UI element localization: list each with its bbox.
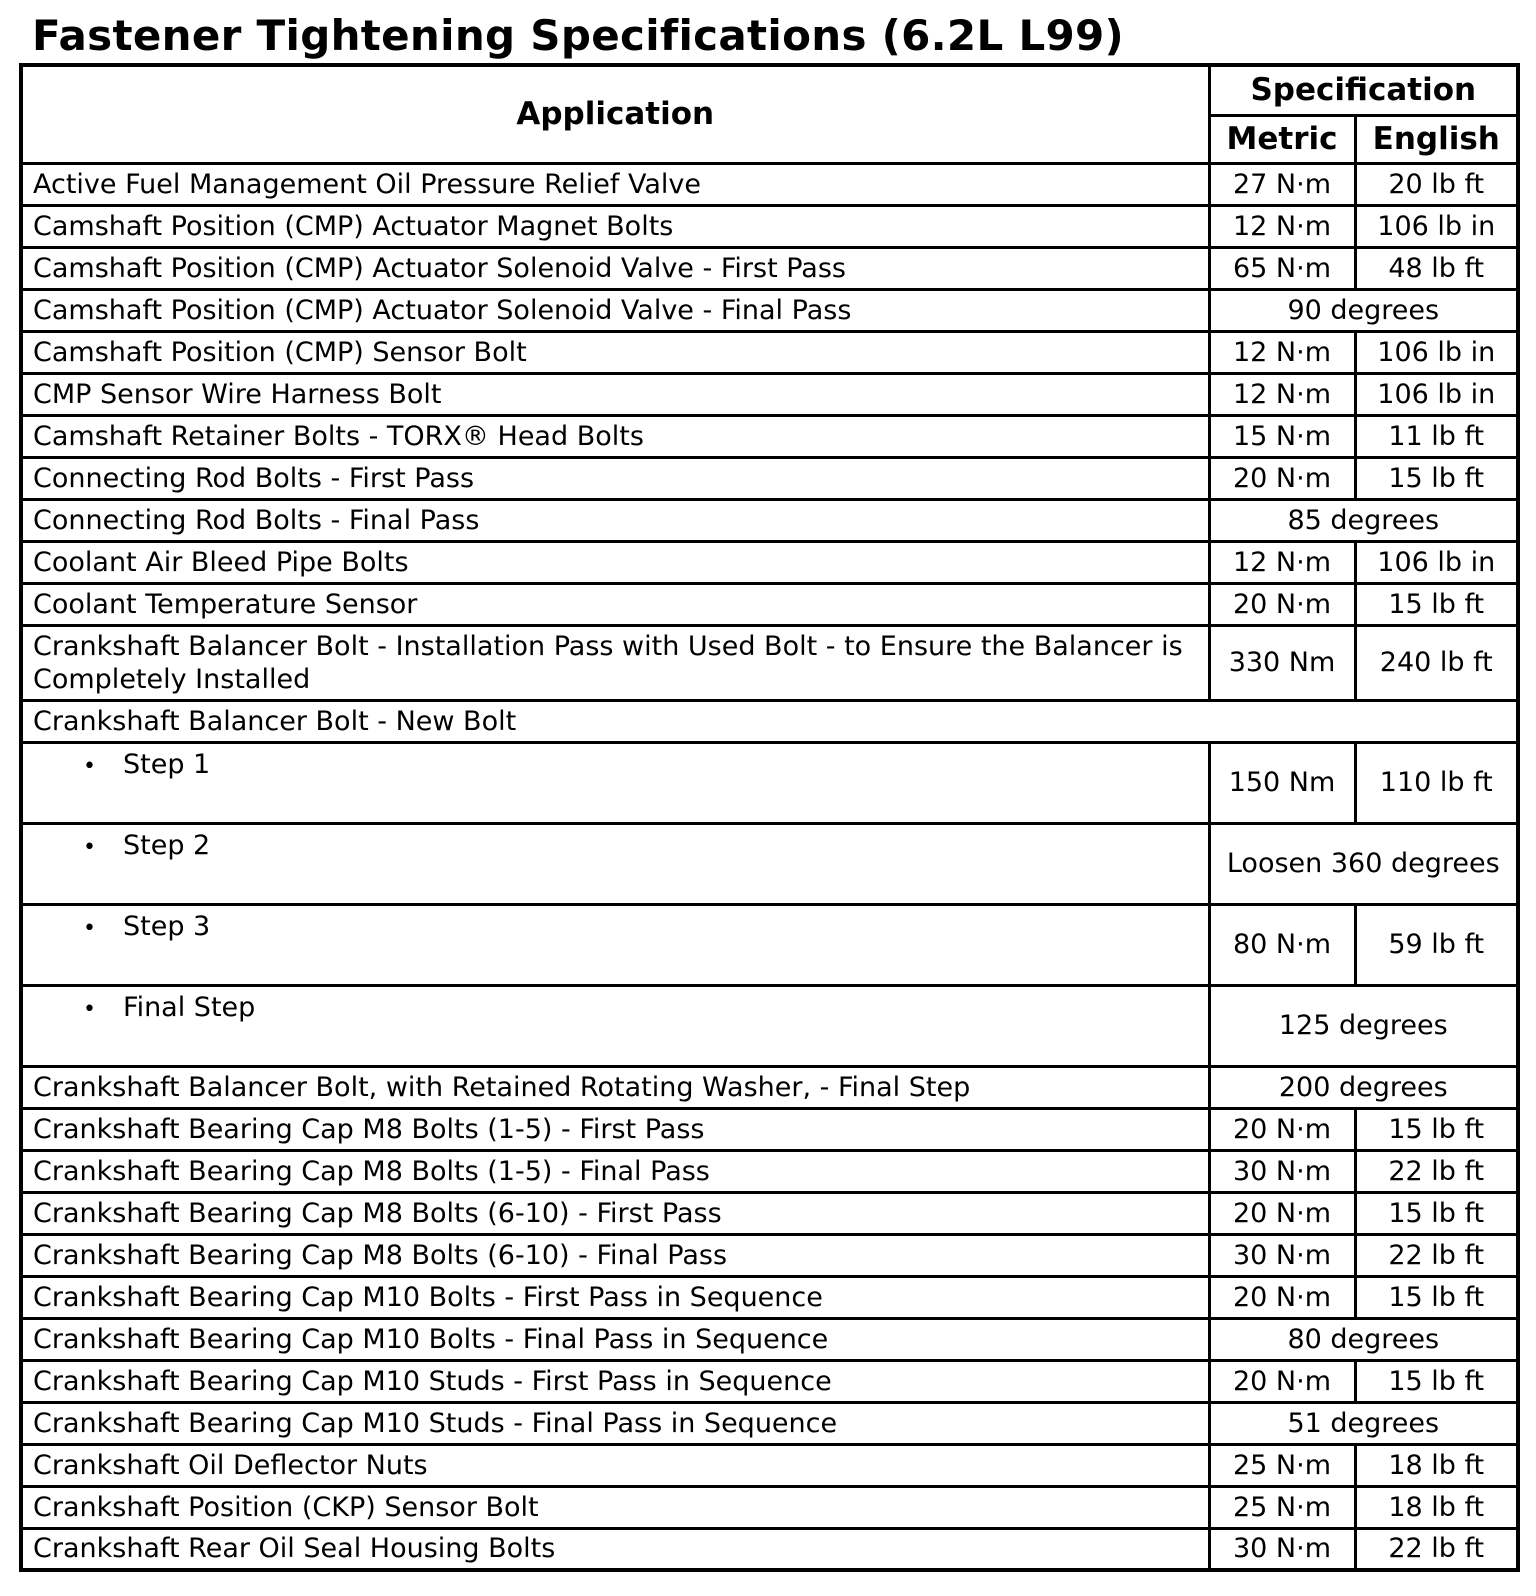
application-cell [21,742,1209,823]
table-row [21,583,1518,625]
table-row [21,1150,1518,1192]
table-row [21,163,1518,205]
table-row [21,1486,1518,1528]
metric-cell: 25 N·m [1209,1486,1355,1528]
application-cell: Active Fuel Management Oil Pressure Relief Valve [21,163,1209,205]
table-row [21,1276,1518,1318]
metric-cell: 20 N·m [1209,583,1355,625]
english-cell: 106 lb in [1355,373,1518,415]
application-cell: Connecting Rod Bolts - First Pass [21,457,1209,499]
table-row [21,700,1518,742]
english-cell: 15 lb ft [1355,1108,1518,1150]
application-cell: Crankshaft Bearing Cap M10 Bolts - First Pass in Sequence [21,1276,1209,1318]
metric-cell: 20 N·m [1209,457,1355,499]
metric-cell: 30 N·m [1209,1234,1355,1276]
spec-cell: 90 degrees [1209,289,1518,331]
step-label: Step 2 [123,829,211,861]
application-cell: Crankshaft Bearing Cap M10 Bolts - Final Pass in Sequence [21,1318,1209,1360]
table-row [21,1444,1518,1486]
metric-cell: 25 N·m [1209,1444,1355,1486]
metric-cell: 20 N·m [1209,1192,1355,1234]
english-cell: 106 lb in [1355,331,1518,373]
application-cell: Crankshaft Position (CKP) Sensor Bolt [21,1486,1209,1528]
table-row [21,205,1518,247]
application-cell: Connecting Rod Bolts - Final Pass [21,499,1209,541]
metric-cell: 150 Nm [1209,742,1355,823]
table-row [21,373,1518,415]
english-cell: 15 lb ft [1355,1276,1518,1318]
application-cell [21,904,1209,985]
spec-table [19,63,1520,1572]
table-row [21,289,1518,331]
bullet-icon: • [83,996,96,1022]
table-row [21,1066,1518,1108]
metric-cell: 80 N·m [1209,904,1355,985]
step-label: Step 1 [123,748,211,780]
metric-header: Metric [1209,116,1355,163]
metric-cell: 12 N·m [1209,205,1355,247]
spec-cell: 85 degrees [1209,499,1518,541]
table-row [21,904,1518,985]
page-title: Fastener Tightening Specifications (6.2L L99) [32,11,1125,60]
table-row [21,541,1518,583]
spec-cell: 51 degrees [1209,1402,1518,1444]
bullet-icon: • [83,753,96,779]
metric-cell: 330 Nm [1209,625,1355,700]
table-row [21,1360,1518,1402]
metric-cell: 15 N·m [1209,415,1355,457]
metric-cell: 65 N·m [1209,247,1355,289]
application-cell: CMP Sensor Wire Harness Bolt [21,373,1209,415]
application-cell: Crankshaft Bearing Cap M8 Bolts (6-10) - Final Pass [21,1234,1209,1276]
application-cell: Coolant Air Bleed Pipe Bolts [21,541,1209,583]
table-row [21,1192,1518,1234]
table-row [21,625,1518,700]
bullet-icon: • [83,834,96,860]
spec-cell: 200 degrees [1209,1066,1518,1108]
bullet-icon: • [83,915,96,941]
table-row [21,1402,1518,1444]
application-cell [21,985,1209,1066]
english-cell: 18 lb ft [1355,1486,1518,1528]
step-label: Final Step [123,991,256,1023]
application-cell: Coolant Temperature Sensor [21,583,1209,625]
english-header: English [1355,116,1518,163]
spec-cell: 80 degrees [1209,1318,1518,1360]
english-cell: 18 lb ft [1355,1444,1518,1486]
application-cell: Crankshaft Bearing Cap M8 Bolts (6-10) - First Pass [21,1192,1209,1234]
table-row [21,415,1518,457]
english-cell: 106 lb in [1355,541,1518,583]
table-row [21,331,1518,373]
english-cell: 20 lb ft [1355,163,1518,205]
english-cell: 15 lb ft [1355,583,1518,625]
application-cell: Crankshaft Bearing Cap M10 Studs - First Pass in Sequence [21,1360,1209,1402]
application-cell: Crankshaft Bearing Cap M8 Bolts (1-5) - Final Pass [21,1150,1209,1192]
english-cell: 48 lb ft [1355,247,1518,289]
application-cell [21,823,1209,904]
metric-cell: 27 N·m [1209,163,1355,205]
english-cell: 106 lb in [1355,205,1518,247]
application-cell: Crankshaft Bearing Cap M8 Bolts (1-5) - First Pass [21,1108,1209,1150]
application-header: Application [21,65,1209,163]
table-row [21,499,1518,541]
table-row [21,1108,1518,1150]
english-cell: 11 lb ft [1355,415,1518,457]
application-cell: Camshaft Position (CMP) Actuator Solenoid Valve - Final Pass [21,289,1209,331]
metric-cell: 12 N·m [1209,541,1355,583]
application-cell: Camshaft Position (CMP) Actuator Magnet Bolts [21,205,1209,247]
metric-cell: 20 N·m [1209,1360,1355,1402]
application-cell: Camshaft Position (CMP) Actuator Solenoid Valve - First Pass [21,247,1209,289]
application-cell: Crankshaft Bearing Cap M10 Studs - Final Pass in Sequence [21,1402,1209,1444]
metric-cell: 20 N·m [1209,1108,1355,1150]
metric-cell: 12 N·m [1209,373,1355,415]
english-cell: 110 lb ft [1355,742,1518,823]
application-cell: Camshaft Retainer Bolts - TORX® Head Bolts [21,415,1209,457]
spec-cell: 125 degrees [1209,985,1518,1066]
application-cell: Crankshaft Oil Deflector Nuts [21,1444,1209,1486]
table-row [21,1318,1518,1360]
application-cell: Camshaft Position (CMP) Sensor Bolt [21,331,1209,373]
english-cell: 22 lb ft [1355,1234,1518,1276]
english-cell: 15 lb ft [1355,1192,1518,1234]
table-row [21,985,1518,1066]
table-row [21,742,1518,823]
table-row [21,457,1518,499]
spec-table-body [21,163,1518,1570]
metric-cell: 30 N·m [1209,1528,1355,1570]
english-cell: 22 lb ft [1355,1528,1518,1570]
metric-cell: 12 N·m [1209,331,1355,373]
header-row [21,65,1518,116]
application-cell: Crankshaft Balancer Bolt, with Retained Rotating Washer, - Final Step [21,1066,1209,1108]
table-row [21,1528,1518,1570]
application-cell: Crankshaft Balancer Bolt - New Bolt [21,700,1518,742]
step-label: Step 3 [123,910,211,942]
table-row [21,1234,1518,1276]
english-cell: 240 lb ft [1355,625,1518,700]
table-row [21,823,1518,904]
english-cell: 15 lb ft [1355,1360,1518,1402]
english-cell: 59 lb ft [1355,904,1518,985]
english-cell: 15 lb ft [1355,457,1518,499]
english-cell: 22 lb ft [1355,1150,1518,1192]
application-cell: Crankshaft Balancer Bolt - Installation Pass with Used Bolt - to Ensure the Balancer is Completely Installed [21,625,1209,700]
table-row [21,247,1518,289]
spec-cell: Loosen 360 degrees [1209,823,1518,904]
metric-cell: 20 N·m [1209,1276,1355,1318]
application-cell: Crankshaft Rear Oil Seal Housing Bolts [21,1528,1209,1570]
specification-header: Specification [1209,65,1518,116]
metric-cell: 30 N·m [1209,1150,1355,1192]
